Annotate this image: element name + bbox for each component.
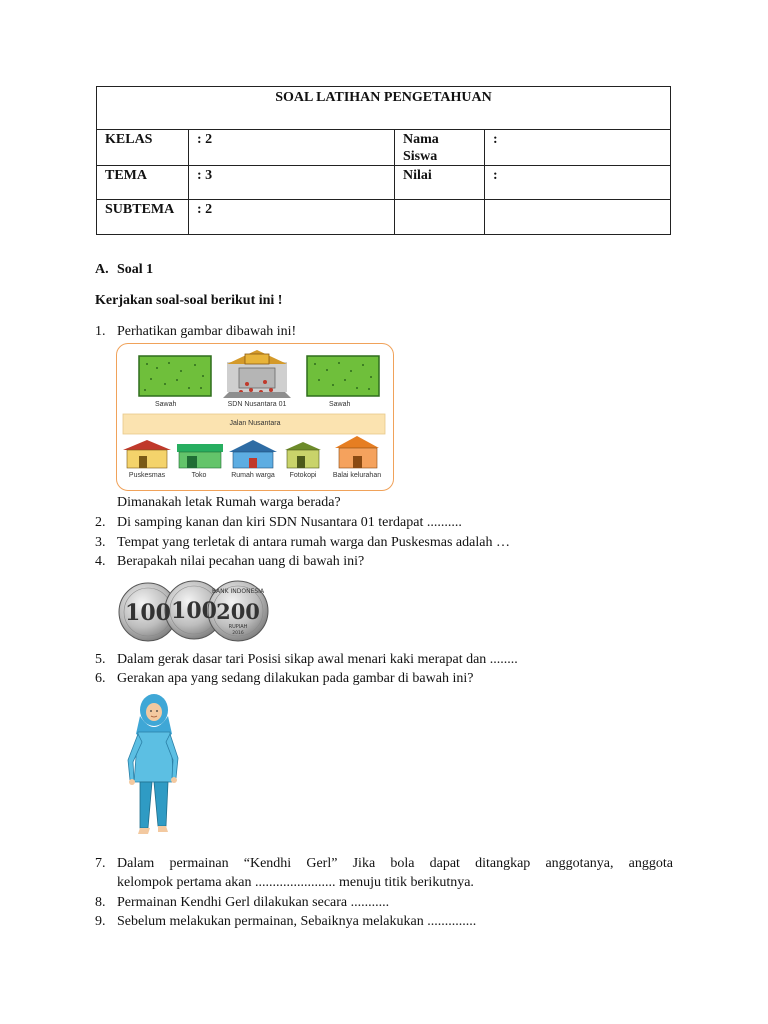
label-tema: TEMA <box>97 166 189 200</box>
map-label-sawah-right: Sawah <box>329 401 351 408</box>
map-label-school: SDN Nusantara 01 <box>227 401 287 408</box>
question-text: Perhatikan gambar dibawah ini! <box>117 324 297 339</box>
section-letter: A. <box>95 262 109 277</box>
label-nama-siswa: Nama Siswa <box>395 130 485 166</box>
question-text-continued: kelompok pertama akan ....................... menuju titik berikutnya. <box>117 875 474 890</box>
question-text: Di samping kanan dan kiri SDN Nusantara 01 terdapat .......... <box>117 515 462 530</box>
worksheet-title: SOAL LATIHAN PENGETAHUAN <box>97 87 671 130</box>
question-text: Berapakah nilai pecahan uang di bawah ini? <box>117 554 365 569</box>
map-label-rumah-warga: Rumah warga <box>231 472 275 479</box>
question-text: Dalam permainan “Kendhi Gerl” Jika bola dapat ditangkap anggotanya, anggota <box>117 856 673 871</box>
question-text: Sebelum melakukan permainan, Sebaiknya melakukan .............. <box>117 914 477 929</box>
question-text: Tempat yang terletak di antara rumah warga dan Puskesmas adalah … <box>117 535 510 550</box>
label-subtema: SUBTEMA <box>97 200 189 235</box>
instruction: Kerjakan soal-soal berikut ini ! <box>95 293 283 308</box>
map-label-balai-kelurahan: Balai kelurahan <box>332 472 382 479</box>
table-row <box>97 200 671 235</box>
question-number: 8. <box>95 895 106 910</box>
table-row <box>97 166 671 200</box>
value-nilai: : <box>485 166 671 200</box>
question-number: 4. <box>95 554 106 569</box>
question-number: 3. <box>95 535 106 550</box>
coin-value: 100 <box>171 598 217 624</box>
dancer-figure-image <box>118 690 186 838</box>
value-tema: : 3 <box>189 166 395 200</box>
label-nilai: Nilai <box>395 166 485 200</box>
coin-rim-text: BANK INDONESIA <box>211 588 265 595</box>
map-label-toko: Toko <box>191 472 207 479</box>
map-label-road: Jalan Nusantara <box>229 420 281 427</box>
question-text: Dalam gerak dasar tari Posisi sikap awal menari kaki merapat dan ........ <box>117 652 518 667</box>
coins-image <box>118 578 274 644</box>
value-kelas: : 2 <box>189 130 395 166</box>
table-row <box>97 130 671 166</box>
coin-value: 200 <box>216 599 260 624</box>
value-nama-siswa: : <box>485 130 671 166</box>
question-number: 1. <box>95 324 106 339</box>
section-title: Soal 1 <box>117 262 154 277</box>
label-kelas: KELAS <box>97 130 189 166</box>
question-text: Gerakan apa yang sedang dilakukan pada gambar di bawah ini? <box>117 671 474 686</box>
map-label-fotokopi: Fotokopi <box>289 472 317 479</box>
question-subtext: Dimanakah letak Rumah warga berada? <box>117 495 341 510</box>
value-subtema: : 2 <box>189 200 395 235</box>
question-number: 5. <box>95 652 106 667</box>
empty-cell <box>395 200 485 235</box>
village-map-image <box>116 343 394 491</box>
question-number: 2. <box>95 515 106 530</box>
coin-value: 100 <box>125 600 171 626</box>
question-number: 6. <box>95 671 106 686</box>
question-number: 9. <box>95 914 106 929</box>
map-label-sawah-left: Sawah <box>155 401 177 408</box>
question-number: 7. <box>95 856 106 871</box>
map-label-puskesmas: Puskesmas <box>128 472 166 479</box>
header-table <box>96 86 671 235</box>
coin-unit: RUPIAH <box>228 624 248 630</box>
coin-year: 2016 <box>232 631 244 636</box>
empty-cell <box>485 200 671 235</box>
question-text: Permainan Kendhi Gerl dilakukan secara ........... <box>117 895 390 910</box>
